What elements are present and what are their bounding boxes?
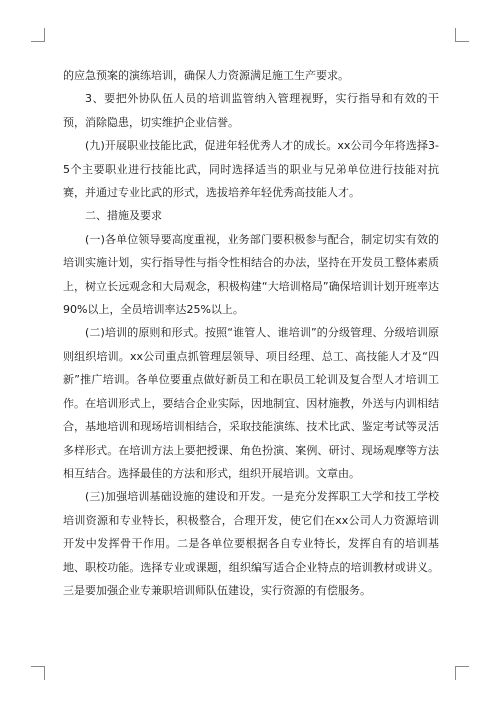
section-heading-measures: 二、措施及要求 xyxy=(85,209,162,223)
crop-mark-top-left xyxy=(31,28,45,42)
paragraph-training-principles: (二)培训的原则和形式。按照“谁管人、谁培训”的分级管理、分级培训原则组织培训。xx公司重点抓管理层领导、项目经理、总工、高技能人才及“四新”推广培训。各单位要重点做好新员工和在职员工轮训及复合型人才培训工作。在培训形式上，要结合企业实际，因地制宜、因材施教，外送与内训相结合，基地培训和现场培训相结合，采取技能演练、技术比武、鉴定考试等灵活多样形式。在培训方法上要把授课、角色扮演、案例、研讨、现场观摩等方法相互结合。选择最佳的方法和形式，组织开展培训。文章由。 xyxy=(63,326,439,480)
paragraph-outsourcing-supervision: 3、要把外协队伍人员的培训监管纳入管理视野，实行指导和有效的干预，消除隐患，切实维护企业信誉。 xyxy=(63,92,439,129)
crop-mark-bottom-right xyxy=(455,666,469,680)
paragraph-leadership: (一)各单位领导要高度重视，业务部门要积极参与配合，制定切实有效的培训实施计划，实行指导性与指令性相结合的办法，坚持在开发员工整体素质上，树立长远观念和大局观念，积极构建“大培训格局”确保培训计划开班率达90%以上，全员培训率达25%以上。 xyxy=(63,232,439,317)
paragraph-continued: 的应急预案的演练培训，确保人力资源满足施工生产要求。 xyxy=(63,69,349,82)
crop-mark-bottom-left xyxy=(31,666,45,680)
paragraph-infrastructure: (三)加强培训基础设施的建设和开发。一是充分发挥职工大学和技工学校培训资源和专业特长，积极整合，合理开发，使它们在xx公司人力资源培训开发中发挥骨干作用。二是各单位要根据各自专业特长，发挥自有的培训基地、职校功能。选择专业或课题，组织编写适合企业特点的培训教材或讲义。三是要加强企业专兼职培训师队伍建设，实行资源的有偿服务。 xyxy=(63,490,439,597)
document-body xyxy=(63,64,439,602)
crop-mark-top-right xyxy=(455,28,469,42)
paragraph-skill-competition: (九)开展职业技能比武，促进年轻优秀人才的成长。xx公司今年将选择3-5个主要职业进行技能比武，同时选择适当的职业与兄弟单位进行技能对抗赛，并通过专业比武的形式，选拔培养年轻优秀高技能人才。 xyxy=(63,139,439,200)
